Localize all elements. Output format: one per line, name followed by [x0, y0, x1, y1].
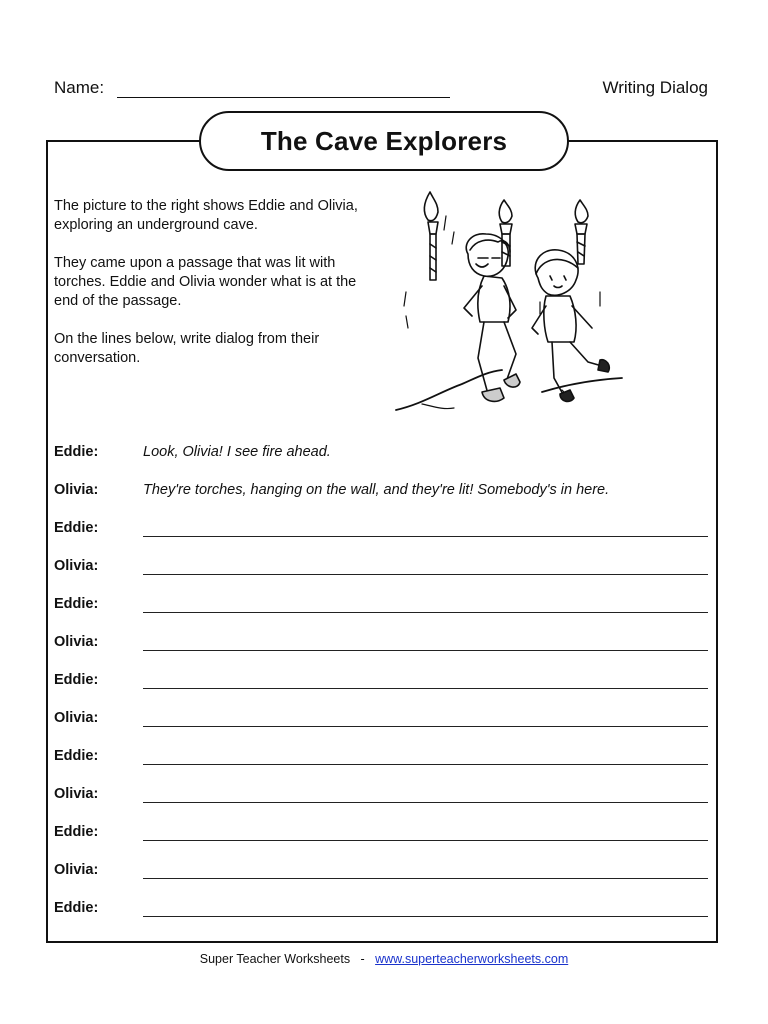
dialog-write-line[interactable] [143, 840, 708, 841]
speaker-label: Olivia: [54, 482, 99, 498]
torch-icon [424, 192, 438, 280]
speaker-label: Olivia: [54, 634, 99, 650]
dialog-row [54, 744, 708, 782]
dialog-write-line[interactable] [143, 916, 708, 917]
dialog-write-line[interactable] [143, 802, 708, 803]
speaker-label: Olivia: [54, 558, 99, 574]
torch-icon [575, 200, 588, 264]
dialog-row [54, 478, 708, 516]
dialog-write-line[interactable] [143, 650, 708, 651]
dialog-write-line[interactable] [143, 612, 708, 613]
dialog-row [54, 896, 708, 934]
instruction-paragraph: The picture to the right shows Eddie and Olivia, exploring an underground cave. [54, 198, 358, 233]
dialog-row [54, 516, 708, 554]
eddie-figure [464, 234, 520, 402]
worksheet-type: Writing Dialog [602, 78, 708, 97]
dialog-row [54, 440, 708, 478]
instructions [54, 197, 384, 387]
dialog-row [54, 858, 708, 896]
speaker-label: Eddie: [54, 672, 99, 688]
dialog-write-line[interactable] [143, 726, 708, 727]
dialog-row [54, 782, 708, 820]
name-label: Name: [54, 78, 105, 97]
speaker-label: Eddie: [54, 596, 99, 612]
speaker-label: Eddie: [54, 900, 99, 916]
example-dialog-text: They're torches, hanging on the wall, and they're lit! Somebody's in here. [143, 482, 610, 498]
dialog-write-line[interactable] [143, 536, 708, 537]
dialog-write-line[interactable] [143, 878, 708, 879]
speaker-label: Eddie: [54, 824, 99, 840]
footer-brand: Super Teacher Worksheets [199, 952, 351, 966]
speaker-label: Eddie: [54, 748, 99, 764]
title-banner [199, 111, 569, 171]
dialog-row [54, 706, 708, 744]
footer-link[interactable]: www.superteacherworksheets.com [375, 952, 569, 966]
page-footer [0, 952, 768, 966]
name-write-line[interactable] [117, 97, 450, 98]
dialog-row [54, 554, 708, 592]
olivia-figure [532, 250, 609, 402]
footer-separator: - [360, 952, 365, 966]
dialog-write-line[interactable] [143, 764, 708, 765]
speaker-label: Olivia: [54, 786, 99, 802]
instruction-paragraph: They came upon a passage that was lit with torches. Eddie and Olivia wonder what is at the end of the passage. [54, 255, 357, 309]
dialog-row [54, 592, 708, 630]
instruction-paragraph: On the lines below, write dialog from their conversation. [54, 331, 320, 366]
speaker-label: Eddie: [54, 520, 99, 536]
dialog-row [54, 820, 708, 858]
worksheet-header [54, 78, 708, 104]
dialog-write-line[interactable] [143, 574, 708, 575]
dialog-row [54, 668, 708, 706]
speaker-label: Olivia: [54, 862, 99, 878]
page-title: The Cave Explorers [260, 125, 508, 156]
speaker-label: Olivia: [54, 710, 99, 726]
torch-icon [499, 200, 512, 266]
dialog-row [54, 630, 708, 668]
cave-explorers-illustration [392, 182, 624, 434]
dialog-rows [54, 440, 708, 934]
dialog-write-line[interactable] [143, 688, 708, 689]
speaker-label: Eddie: [54, 444, 99, 460]
example-dialog-text: Look, Olivia! I see fire ahead. [143, 444, 331, 460]
